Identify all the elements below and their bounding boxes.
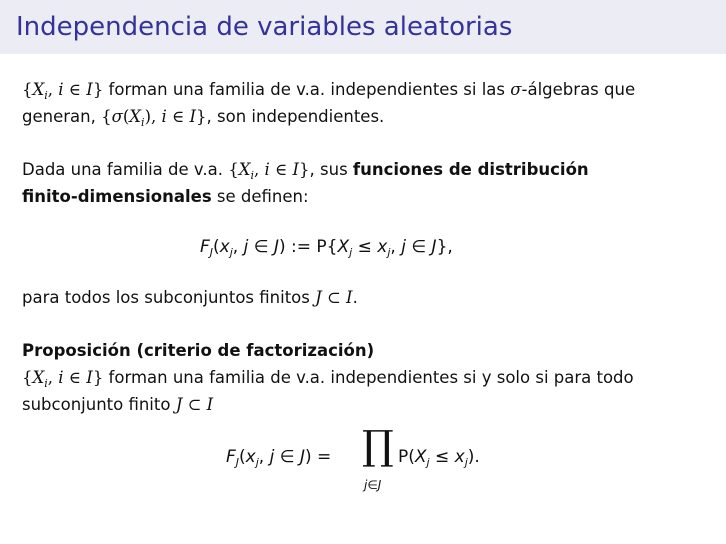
fdd-term-part1: funciones de distribución — [352, 160, 589, 179]
product-index: j∈J — [364, 478, 382, 492]
math-family-expr: {$X_i$, i ∈ I} — [22, 80, 104, 102]
math-sigma-family: {$\sigma(X_i)$, i ∈ I} — [101, 107, 207, 129]
product-symbol: ∏ — [362, 423, 394, 469]
fdd-def-line1 — [22, 160, 589, 180]
independence-def-line2 — [22, 107, 384, 127]
fdd-def-text3: se definen: — [211, 187, 309, 206]
fdd-term-part2: finito-dimensionales — [22, 187, 212, 206]
independence-def-line1 — [22, 80, 635, 100]
slide-title: Independencia de variables aleatorias — [16, 12, 513, 42]
fdd-def-text2: , sus — [309, 160, 353, 179]
fdd-def-text1: Dada una familia de v.a. — [22, 160, 229, 179]
proposition-text1: forman una familia de v.a. independientes si y solo si para todo — [103, 368, 634, 387]
independence-def-text2: -álgebras que — [521, 80, 636, 99]
slide-title-bar — [0, 0, 726, 54]
fdd-definition-equation: $F_J(x_j$, j ∈ J) := $P\{X_j \le x_j$, j ∈ J}, — [200, 237, 453, 259]
proposition-heading: Proposición (criterio de factorización) — [22, 341, 375, 360]
math-family-expr-2: {$X_i$, i ∈ I} — [228, 160, 310, 182]
independence-def-text3: generan, — [22, 107, 102, 126]
fdd-def-line2 — [22, 187, 309, 207]
math-sigma: σ — [510, 80, 522, 99]
math-subset-expr: J ⊂ I — [315, 288, 353, 307]
independence-def-text4: , son independientes. — [206, 107, 385, 126]
subsets-line: para todos los subconjuntos finitos J ⊂ I. — [22, 288, 358, 307]
subsets-text: para todos los subconjuntos finitos — [22, 288, 316, 307]
math-family-expr-3: {$X_i$, i ∈ I} — [22, 368, 104, 390]
independence-def-text1: forman una familia de v.a. independientes si las — [103, 80, 511, 99]
factorization-lhs: $F_J(x_j$, j ∈ J) = — [226, 447, 332, 469]
math-subset-expr-2: J ⊂ I — [175, 395, 214, 414]
proposition-text2: subconjunto finito — [22, 395, 176, 414]
proposition-line2 — [22, 395, 213, 415]
proposition-line1 — [22, 368, 634, 388]
factorization-rhs: $P(X_j \le x_j)$. — [398, 447, 480, 469]
